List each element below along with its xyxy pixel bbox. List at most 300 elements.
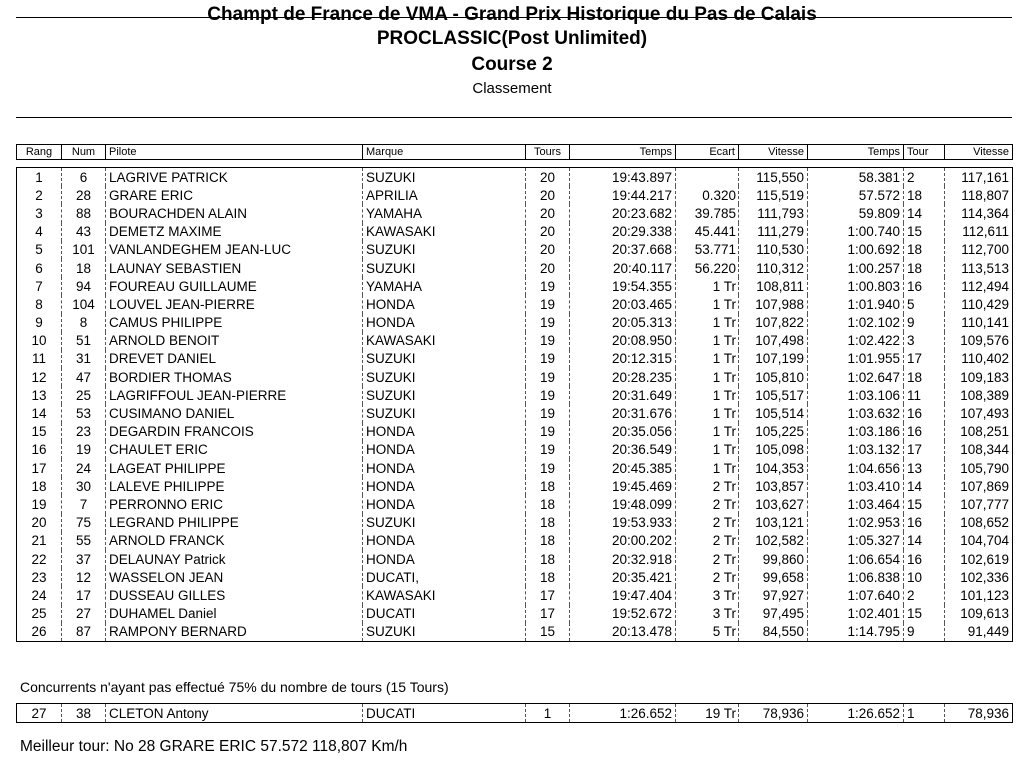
cell-num: 43 <box>62 223 106 241</box>
cell-num: 27 <box>62 605 106 623</box>
cell-num: 87 <box>62 623 106 642</box>
cell-best-tour: 13 <box>904 459 945 477</box>
cell-num: 7 <box>62 495 106 513</box>
cell-num: 18 <box>62 259 106 277</box>
cell-tours: 19 <box>526 295 570 313</box>
table-row <box>17 259 1013 277</box>
cell-marque: SUZUKI <box>363 168 526 187</box>
cell-num: 17 <box>62 586 106 604</box>
cell-ecart: 53.771 <box>676 241 739 259</box>
col-best-vitesse: Vitesse <box>945 145 1013 160</box>
cell-best-vitesse: 114,364 <box>945 204 1013 222</box>
cell-best-temps: 1:01.940 <box>808 295 904 313</box>
table-row <box>17 423 1013 441</box>
cell-best-tour: 15 <box>904 605 945 623</box>
cell-vitesse: 107,199 <box>739 350 808 368</box>
cell-ecart: 1 Tr <box>676 332 739 350</box>
cell-marque: SUZUKI <box>363 368 526 386</box>
page-title: Champt de France de VMA - Grand Prix Historique du Pas de Calais <box>207 4 817 25</box>
table-row <box>17 368 1013 386</box>
cell-num: 25 <box>62 386 106 404</box>
cell-best-temps: 1:03.132 <box>808 441 904 459</box>
cell-best-vitesse: 107,777 <box>945 495 1013 513</box>
cell-best-tour: 15 <box>904 223 945 241</box>
table-row <box>17 605 1013 623</box>
cell-best-vitesse: 107,869 <box>945 477 1013 495</box>
cell-rang: 1 <box>17 168 62 187</box>
cell-temps: 20:29.338 <box>570 223 676 241</box>
cell-rang: 18 <box>17 477 62 495</box>
non-classified-table <box>16 703 1013 723</box>
cell-pilote: LEGRAND PHILIPPE <box>106 514 363 532</box>
cell-ecart: 2 Tr <box>676 477 739 495</box>
cell-rang: 20 <box>17 514 62 532</box>
cell-best-temps: 58.381 <box>808 168 904 187</box>
cell-best-temps: 1:02.401 <box>808 605 904 623</box>
table-row <box>17 204 1013 222</box>
cell-num: 6 <box>62 168 106 187</box>
cell-pilote: LAUNAY SEBASTIEN <box>106 259 363 277</box>
cell-vitesse: 105,810 <box>739 368 808 386</box>
cell-best-tour: 5 <box>904 295 945 313</box>
cell-best-tour: 16 <box>904 423 945 441</box>
cell-temps: 20:31.676 <box>570 404 676 422</box>
cell-best-vitesse: 112,611 <box>945 223 1013 241</box>
col-vitesse: Vitesse <box>739 145 808 160</box>
cell-tours: 19 <box>526 314 570 332</box>
cell-num: 55 <box>62 532 106 550</box>
cell-marque: SUZUKI <box>363 514 526 532</box>
cell-ecart: 2 Tr <box>676 550 739 568</box>
cell-best-vitesse: 101,123 <box>945 586 1013 604</box>
cell-ecart: 1 Tr <box>676 423 739 441</box>
cell-marque: SUZUKI <box>363 241 526 259</box>
cell-best-temps: 1:06.654 <box>808 550 904 568</box>
cell-temps: 20:36.549 <box>570 441 676 459</box>
cell-best-temps: 1:00.803 <box>808 277 904 295</box>
cell-best-tour: 11 <box>904 386 945 404</box>
cell-ecart: 1 Tr <box>676 368 739 386</box>
cell-ecart: 0.320 <box>676 186 739 204</box>
top-rule <box>16 17 1012 18</box>
cell-best-temps: 1:03.186 <box>808 423 904 441</box>
cell-best-tour: 16 <box>904 404 945 422</box>
non-classified-note: Concurrents n'ayant pas effectué 75% du nombre de tours (15 Tours) <box>20 679 449 695</box>
cell-best-temps: 1:26.652 <box>808 704 904 723</box>
col-pilote: Pilote <box>106 145 363 160</box>
cell-best-vitesse: 117,161 <box>945 168 1013 187</box>
cell-best-tour: 14 <box>904 204 945 222</box>
header-rule <box>16 117 1012 118</box>
cell-rang: 10 <box>17 332 62 350</box>
cell-marque: HONDA <box>363 423 526 441</box>
cell-num: 24 <box>62 459 106 477</box>
cell-num: 94 <box>62 277 106 295</box>
cell-rang: 17 <box>17 459 62 477</box>
cell-ecart: 1 Tr <box>676 314 739 332</box>
race-title: Course 2 <box>471 54 553 75</box>
cell-temps: 20:05.313 <box>570 314 676 332</box>
cell-marque: SUZUKI <box>363 623 526 642</box>
cell-num: 104 <box>62 295 106 313</box>
cell-tours: 18 <box>526 477 570 495</box>
cell-temps: 20:28.235 <box>570 368 676 386</box>
cell-best-temps: 1:02.953 <box>808 514 904 532</box>
cell-num: 23 <box>62 423 106 441</box>
table-row <box>17 623 1013 642</box>
cell-tours: 1 <box>526 704 570 723</box>
cell-ecart: 56.220 <box>676 259 739 277</box>
cell-pilote: LAGEAT PHILIPPE <box>106 459 363 477</box>
results-table <box>16 167 1013 642</box>
cell-rang: 15 <box>17 423 62 441</box>
cell-marque: HONDA <box>363 295 526 313</box>
best-lap: Meilleur tour: No 28 GRARE ERIC 57.572 118,807 Km/h <box>20 738 408 755</box>
cell-pilote: DEGARDIN FRANCOIS <box>106 423 363 441</box>
cell-pilote: DUHAMEL Daniel <box>106 605 363 623</box>
table-row <box>17 314 1013 332</box>
cell-best-temps: 1:00.740 <box>808 223 904 241</box>
cell-temps: 19:54.355 <box>570 277 676 295</box>
cell-best-vitesse: 110,429 <box>945 295 1013 313</box>
cell-best-temps: 59.809 <box>808 204 904 222</box>
cell-temps: 19:48.099 <box>570 495 676 513</box>
cell-ecart: 1 Tr <box>676 404 739 422</box>
cell-marque: HONDA <box>363 550 526 568</box>
cell-tours: 20 <box>526 259 570 277</box>
cell-tours: 20 <box>526 204 570 222</box>
cell-marque: HONDA <box>363 314 526 332</box>
cell-temps: 20:08.950 <box>570 332 676 350</box>
cell-marque: KAWASAKI <box>363 586 526 604</box>
table-row <box>17 168 1013 187</box>
cell-best-tour: 17 <box>904 350 945 368</box>
cell-best-tour: 9 <box>904 314 945 332</box>
cell-num: 19 <box>62 441 106 459</box>
cell-ecart: 19 Tr <box>676 704 739 723</box>
cell-temps: 20:37.668 <box>570 241 676 259</box>
cell-pilote: CLETON Antony <box>106 704 363 723</box>
category-title: PROCLASSIC(Post Unlimited) <box>376 28 648 49</box>
cell-num: 51 <box>62 332 106 350</box>
cell-vitesse: 110,312 <box>739 259 808 277</box>
cell-rang: 7 <box>17 277 62 295</box>
cell-vitesse: 97,927 <box>739 586 808 604</box>
cell-pilote: BOURACHDEN ALAIN <box>106 204 363 222</box>
cell-vitesse: 115,519 <box>739 186 808 204</box>
cell-best-vitesse: 110,141 <box>945 314 1013 332</box>
cell-ecart: 1 Tr <box>676 295 739 313</box>
cell-tours: 20 <box>526 241 570 259</box>
cell-pilote: DEMETZ MAXIME <box>106 223 363 241</box>
table-row <box>17 495 1013 513</box>
cell-marque: YAMAHA <box>363 277 526 295</box>
cell-best-vitesse: 110,402 <box>945 350 1013 368</box>
cell-vitesse: 111,793 <box>739 204 808 222</box>
cell-pilote: FOUREAU GUILLAUME <box>106 277 363 295</box>
cell-ecart: 2 Tr <box>676 495 739 513</box>
cell-marque: HONDA <box>363 495 526 513</box>
cell-tours: 19 <box>526 386 570 404</box>
table-row <box>17 223 1013 241</box>
cell-marque: SUZUKI <box>363 386 526 404</box>
cell-tours: 19 <box>526 459 570 477</box>
column-header-row <box>16 144 1013 160</box>
cell-marque: HONDA <box>363 477 526 495</box>
cell-best-vitesse: 102,336 <box>945 568 1013 586</box>
cell-vitesse: 107,988 <box>739 295 808 313</box>
cell-ecart: 1 Tr <box>676 459 739 477</box>
cell-rang: 2 <box>17 186 62 204</box>
cell-best-tour: 18 <box>904 186 945 204</box>
cell-ecart: 3 Tr <box>676 586 739 604</box>
cell-marque: HONDA <box>363 441 526 459</box>
cell-temps: 20:32.918 <box>570 550 676 568</box>
cell-vitesse: 97,495 <box>739 605 808 623</box>
cell-marque: KAWASAKI <box>363 223 526 241</box>
cell-num: 53 <box>62 404 106 422</box>
table-row <box>17 586 1013 604</box>
table-row <box>17 459 1013 477</box>
table-row <box>17 477 1013 495</box>
cell-rang: 26 <box>17 623 62 642</box>
cell-marque: SUZUKI <box>363 404 526 422</box>
cell-rang: 11 <box>17 350 62 368</box>
cell-marque: SUZUKI <box>363 259 526 277</box>
cell-vitesse: 107,822 <box>739 314 808 332</box>
cell-best-temps: 1:03.632 <box>808 404 904 422</box>
cell-pilote: CAMUS PHILIPPE <box>106 314 363 332</box>
cell-best-temps: 1:05.327 <box>808 532 904 550</box>
cell-tours: 18 <box>526 532 570 550</box>
cell-rang: 13 <box>17 386 62 404</box>
cell-tours: 20 <box>526 186 570 204</box>
cell-temps: 20:00.202 <box>570 532 676 550</box>
cell-best-vitesse: 112,494 <box>945 277 1013 295</box>
cell-best-tour: 16 <box>904 277 945 295</box>
cell-pilote: DUSSEAU GILLES <box>106 586 363 604</box>
cell-tours: 20 <box>526 168 570 187</box>
cell-tours: 18 <box>526 514 570 532</box>
cell-temps: 20:40.117 <box>570 259 676 277</box>
cell-tours: 19 <box>526 277 570 295</box>
cell-best-temps: 1:00.692 <box>808 241 904 259</box>
cell-pilote: LAGRIFFOUL JEAN-PIERRE <box>106 386 363 404</box>
cell-best-temps: 1:07.640 <box>808 586 904 604</box>
cell-num: 47 <box>62 368 106 386</box>
cell-vitesse: 105,098 <box>739 441 808 459</box>
cell-best-tour: 18 <box>904 241 945 259</box>
cell-best-temps: 57.572 <box>808 186 904 204</box>
cell-pilote: ARNOLD FRANCK <box>106 532 363 550</box>
cell-pilote: DELAUNAY Patrick <box>106 550 363 568</box>
cell-marque: HONDA <box>363 532 526 550</box>
cell-vitesse: 105,514 <box>739 404 808 422</box>
cell-temps: 20:45.385 <box>570 459 676 477</box>
cell-rang: 27 <box>17 704 62 723</box>
cell-pilote: VANLANDEGHEM JEAN-LUC <box>106 241 363 259</box>
table-row <box>17 568 1013 586</box>
cell-temps: 20:23.682 <box>570 204 676 222</box>
cell-temps: 20:03.465 <box>570 295 676 313</box>
cell-rang: 5 <box>17 241 62 259</box>
cell-temps: 20:12.315 <box>570 350 676 368</box>
cell-vitesse: 115,550 <box>739 168 808 187</box>
table-row <box>17 332 1013 350</box>
cell-ecart <box>676 168 739 187</box>
cell-rang: 22 <box>17 550 62 568</box>
cell-ecart: 2 Tr <box>676 532 739 550</box>
cell-vitesse: 102,582 <box>739 532 808 550</box>
cell-rang: 19 <box>17 495 62 513</box>
cell-best-vitesse: 104,704 <box>945 532 1013 550</box>
cell-best-tour: 16 <box>904 550 945 568</box>
cell-best-tour: 16 <box>904 514 945 532</box>
cell-best-vitesse: 108,389 <box>945 386 1013 404</box>
cell-tours: 18 <box>526 568 570 586</box>
cell-rang: 8 <box>17 295 62 313</box>
cell-temps: 19:47.404 <box>570 586 676 604</box>
cell-best-temps: 1:02.102 <box>808 314 904 332</box>
cell-rang: 14 <box>17 404 62 422</box>
cell-rang: 9 <box>17 314 62 332</box>
cell-ecart: 1 Tr <box>676 441 739 459</box>
cell-pilote: RAMPONY BERNARD <box>106 623 363 642</box>
cell-ecart: 2 Tr <box>676 568 739 586</box>
cell-ecart: 2 Tr <box>676 514 739 532</box>
cell-tours: 17 <box>526 586 570 604</box>
cell-ecart: 5 Tr <box>676 623 739 642</box>
cell-best-tour: 2 <box>904 586 945 604</box>
table-row <box>17 295 1013 313</box>
col-marque: Marque <box>363 145 526 160</box>
cell-num: 38 <box>62 704 106 723</box>
cell-num: 12 <box>62 568 106 586</box>
table-row <box>17 186 1013 204</box>
cell-best-tour: 1 <box>904 704 945 723</box>
cell-marque: YAMAHA <box>363 204 526 222</box>
cell-best-vitesse: 105,790 <box>945 459 1013 477</box>
cell-temps: 19:52.672 <box>570 605 676 623</box>
cell-rang: 3 <box>17 204 62 222</box>
cell-ecart: 39.785 <box>676 204 739 222</box>
cell-best-vitesse: 118,807 <box>945 186 1013 204</box>
cell-vitesse: 110,530 <box>739 241 808 259</box>
cell-vitesse: 103,857 <box>739 477 808 495</box>
cell-tours: 19 <box>526 368 570 386</box>
cell-tours: 20 <box>526 223 570 241</box>
cell-best-temps: 1:06.838 <box>808 568 904 586</box>
cell-best-temps: 1:03.106 <box>808 386 904 404</box>
cell-rang: 12 <box>17 368 62 386</box>
cell-pilote: LAGRIVE PATRICK <box>106 168 363 187</box>
cell-marque: SUZUKI <box>363 350 526 368</box>
cell-vitesse: 103,627 <box>739 495 808 513</box>
cell-best-temps: 1:02.647 <box>808 368 904 386</box>
cell-marque: KAWASAKI <box>363 332 526 350</box>
cell-rang: 25 <box>17 605 62 623</box>
col-ecart: Ecart <box>676 145 739 160</box>
cell-pilote: BORDIER THOMAS <box>106 368 363 386</box>
cell-tours: 18 <box>526 550 570 568</box>
cell-vitesse: 108,811 <box>739 277 808 295</box>
cell-best-vitesse: 109,576 <box>945 332 1013 350</box>
cell-vitesse: 78,936 <box>739 704 808 723</box>
cell-temps: 1:26.652 <box>570 704 676 723</box>
cell-pilote: DREVET DANIEL <box>106 350 363 368</box>
cell-temps: 20:31.649 <box>570 386 676 404</box>
cell-tours: 18 <box>526 495 570 513</box>
cell-best-vitesse: 109,613 <box>945 605 1013 623</box>
cell-best-vitesse: 112,700 <box>945 241 1013 259</box>
cell-pilote: WASSELON JEAN <box>106 568 363 586</box>
cell-temps: 19:45.469 <box>570 477 676 495</box>
cell-num: 37 <box>62 550 106 568</box>
cell-best-tour: 18 <box>904 259 945 277</box>
cell-ecart: 3 Tr <box>676 605 739 623</box>
cell-best-temps: 1:02.422 <box>808 332 904 350</box>
table-row <box>17 514 1013 532</box>
cell-vitesse: 103,121 <box>739 514 808 532</box>
cell-rang: 16 <box>17 441 62 459</box>
cell-temps: 19:44.217 <box>570 186 676 204</box>
cell-best-temps: 1:03.410 <box>808 477 904 495</box>
cell-best-tour: 10 <box>904 568 945 586</box>
cell-best-vitesse: 113,513 <box>945 259 1013 277</box>
cell-num: 8 <box>62 314 106 332</box>
table-row <box>17 241 1013 259</box>
cell-best-temps: 1:14.795 <box>808 623 904 642</box>
col-temps: Temps <box>570 145 676 160</box>
cell-vitesse: 99,658 <box>739 568 808 586</box>
cell-pilote: LALEVE PHILIPPE <box>106 477 363 495</box>
cell-rang: 4 <box>17 223 62 241</box>
cell-best-vitesse: 91,449 <box>945 623 1013 642</box>
cell-num: 75 <box>62 514 106 532</box>
cell-temps: 19:43.897 <box>570 168 676 187</box>
cell-best-tour: 2 <box>904 168 945 187</box>
cell-rang: 6 <box>17 259 62 277</box>
cell-temps: 20:13.478 <box>570 623 676 642</box>
table-row <box>17 386 1013 404</box>
cell-best-temps: 1:04.656 <box>808 459 904 477</box>
cell-vitesse: 99,860 <box>739 550 808 568</box>
cell-num: 88 <box>62 204 106 222</box>
cell-tours: 19 <box>526 441 570 459</box>
col-best-temps: Temps <box>808 145 904 160</box>
cell-temps: 19:53.933 <box>570 514 676 532</box>
cell-ecart: 1 Tr <box>676 386 739 404</box>
table-row <box>17 350 1013 368</box>
col-tours: Tours <box>526 145 570 160</box>
cell-marque: DUCATI <box>363 605 526 623</box>
cell-best-temps: 1:01.955 <box>808 350 904 368</box>
cell-best-vitesse: 108,251 <box>945 423 1013 441</box>
cell-num: 101 <box>62 241 106 259</box>
table-row <box>17 704 1013 723</box>
cell-pilote: GRARE ERIC <box>106 186 363 204</box>
cell-vitesse: 84,550 <box>739 623 808 642</box>
cell-best-tour: 18 <box>904 368 945 386</box>
cell-pilote: PERRONNO ERIC <box>106 495 363 513</box>
classification-subtitle: Classement <box>472 80 552 97</box>
cell-vitesse: 105,517 <box>739 386 808 404</box>
cell-best-tour: 17 <box>904 441 945 459</box>
col-best-tour: Tour <box>904 145 945 160</box>
cell-tours: 19 <box>526 423 570 441</box>
cell-ecart: 1 Tr <box>676 350 739 368</box>
cell-marque: DUCATI <box>363 704 526 723</box>
